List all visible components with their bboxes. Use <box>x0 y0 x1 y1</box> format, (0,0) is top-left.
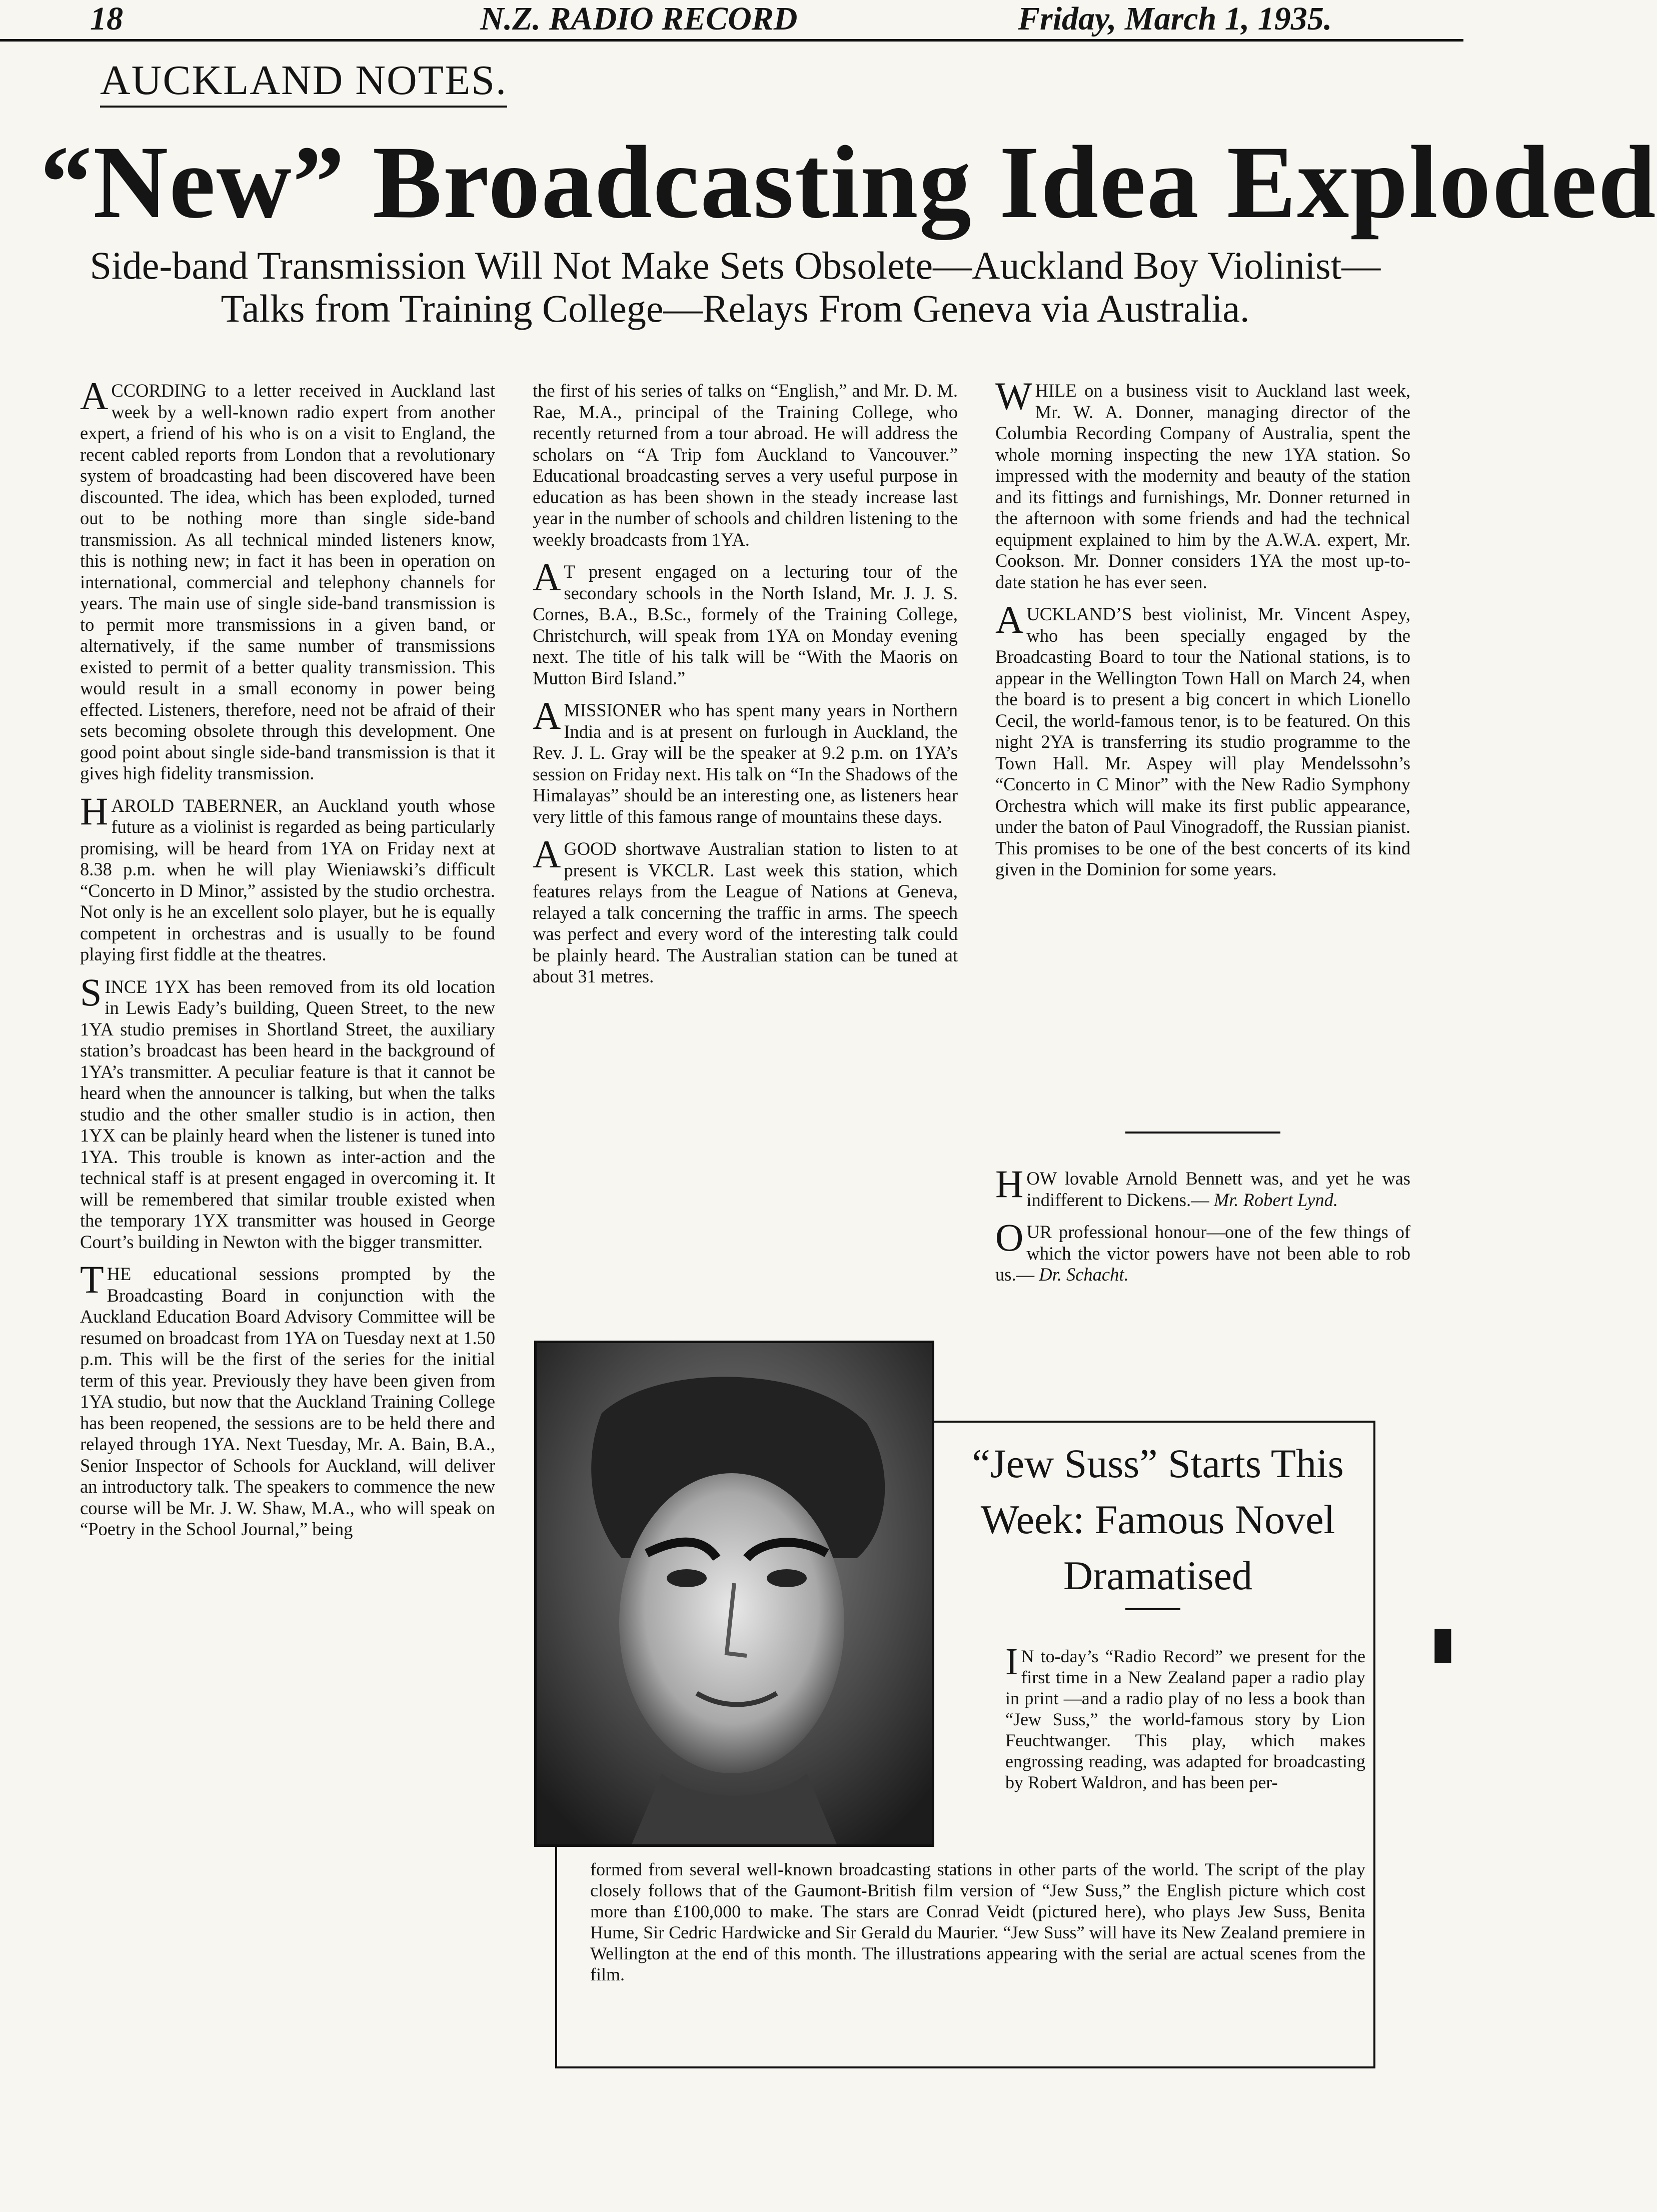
article-paragraph: A MISSIONER who has spent many years in Northern India and is at present on furlough in Auckland, the Rev. J. L. Gray will be the speaker at 9.2 p.m. on 1YA’s session on Friday next. His talk on “In the Shadows of the Himalayas” should be an interesting one, as listeners hear very little of this famous range of mountains these days. <box>533 694 958 827</box>
headline: “New” Broadcasting Idea Exploded <box>40 125 1657 240</box>
drop-cap: A <box>533 555 561 599</box>
header-rule <box>0 39 1463 42</box>
conrad-veidt-photo <box>534 1341 934 1847</box>
feature-continued-text: formed from several well-known broadcasting stations in other parts of the world. The script of the play closely follows that of the Gaumont-British film version of “Jew Suss,” the English picture which cost more than £100,000 to make. The stars are Conrad Veidt (pictured here), who plays Jew Suss, Benita Hume, Sir Cedric Hardwicke and Sir Gerald du Maurier. “Jew Suss” will have its New Zealand premiere in Wellington at the end of this month. The illustrations appearing with the serial are actual scenes from the film. <box>590 1859 1365 1984</box>
article-paragraph: the first of his series of talks on “English,” and Mr. D. M. Rae, M.A., principal of the Training College, who recently returned from a tour abroad. He will address the scholars on “A Trip fom Auckland to Vancouver.” Educational broadcasting serves a very useful purpose in education as has been shown in the steady increase last year in the number of schools and children listening to the weekly broadcasts from 1YA. <box>533 380 958 550</box>
drop-cap: T <box>80 1258 104 1301</box>
quote-attribution: Dr. Schacht. <box>1039 1264 1129 1285</box>
quote-attribution: Mr. Robert Lynd. <box>1213 1189 1338 1210</box>
article-paragraph: THE educational sessions prompted by the Broadcasting Board in conjunction with the Auckland Education Board Advisory Committee will be resumed on broadcast from 1YA on Tuesday next at 1.50 p.m. This will be the first of the series for the initial term of this year. Previously they have been given from 1YA studio, but now that the Auckland Training College has been reopened, the sessions are to be held there and relayed through 1YA. Next Tuesday, Mr. A. Bain, B.A., Senior Inspector of Schools for Auckland, will deliver an introductory talk. The speakers to commence the new course will be Mr. J. W. Shaw, M.A., who will speak on “Poetry in the School Journal,” being <box>80 1258 495 1539</box>
article-paragraph: ACCORDING to a letter received in Auckland last week by a well-known radio expert from another expert, a friend of his who is on a visit to England, the recent cabled reports from London that a revolutionary system of broadcasting had been discovered have been discounted. The idea, which has been exploded, turned out to be nothing more than single side-band transmission. As all technical minded listeners know, this is nothing new; in fact it has been in operation on international, commercial and telephony channels for years. The main use of single side-band transmission is to permit more transmissions in a given band, or alternatively, if the same number of transmissions existed to permit of a better quality transmission. This would result in a small economy in power being effected. Listeners, therefore, need not be afraid of their sets becoming obsolete through this development. One good point about single side-band transmission is that it gives high fidelity transmission. <box>80 374 495 783</box>
drop-cap: S <box>80 970 102 1014</box>
drop-cap: O <box>995 1216 1024 1259</box>
quote-schacht: OUR professional honour—one of the few things of which the victor powers have not been able to rob us.— Dr. Schacht. <box>995 1216 1410 1285</box>
drop-cap: A <box>995 598 1024 641</box>
scan-margin-mark: ▮ <box>1430 1618 1455 1668</box>
subheadline: Side-band Transmission Will Not Make Sets Obsolete—Auckland Boy Violinist—Talks from Training College—Relays From Geneva via Australia. <box>90 244 1381 330</box>
drop-cap: H <box>80 789 109 833</box>
article-paragraph: AUCKLAND’S best violinist, Mr. Vincent Aspey, who has been specially engaged by the Broadcasting Board to tour the National stations, is to appear in the Wellington Town Hall on March 24, when the board is to present a big concert in which Lionello Cecil, the world-famous tenor, is to be featured. On this night 2YA is transferring its studio programme to the Town Hall. Mr. Aspey will play Mendelssohn’s “Concerto in C Minor” with the New Radio Symphony Orchestra which will make its first public appearance, under the baton of Paul Vinogradoff, the Russian pianist. This promises to be one of the best concerts of its kind given in the Dominion for some years. <box>995 598 1410 879</box>
publication-name: N.Z. RADIO RECORD <box>480 1 798 37</box>
drop-cap: A <box>533 694 561 737</box>
drop-cap: W <box>995 374 1032 418</box>
portrait-image <box>537 1343 932 1844</box>
feature-title: “Jew Suss” Starts This Week: Famous Novel Dramatised <box>972 1441 1344 1598</box>
column-3 <box>995 374 1410 891</box>
column-2 <box>533 380 958 998</box>
article-paragraph: A GOOD shortwave Australian station to listen to at present is VKCLR. Last week this station, which features relays from the League of Nations at Geneva, relayed a talk concerning the traffic in arms. The speech was perfect and every word of the interesting talk could be plainly heard. The Australian station can be tuned at about 31 metres. <box>533 832 958 986</box>
drop-cap: A <box>80 374 109 418</box>
issue-date: Friday, March 1, 1935. <box>1018 1 1332 37</box>
drop-cap: I <box>1005 1641 1018 1683</box>
article-paragraph: SINCE 1YX has been removed from its old location in Lewis Eady’s building, Queen Street, to the new 1YA studio premises in Shortland Street, the auxiliary station’s broadcast has been heard in the background of 1YA’s transmitter. A peculiar feature is that it cannot be heard when the announcer is talking, but when the talks studio and the other smaller studio is in action, then 1YX can be plainly heard when the listener is tuned into 1YA. This trouble is known as inter-action and the technical staff is at present engaged in overcoming it. It will be remembered that similar trouble existed when the temporary 1YX transmitter was housed in George Court’s building in Newton with the bigger transmitter. <box>80 970 495 1252</box>
quote-bennett: HOW lovable Arnold Bennett was, and yet he was indifferent to Dickens.— Mr. Robert Lynd. <box>995 1162 1410 1210</box>
article-paragraph: WHILE on a business visit to Auckland last week, Mr. W. A. Donner, managing director of the Columbia Recording Company of Australia, spent the whole morning inspecting the new 1YA station. So impressed with the modernity and beauty of the station and its fittings and furnishings, Mr. Donner returned in the afternoon with some friends and had the technical equipment explained to him by the A.W.A. expert, Mr. Cookson. Mr. Donner considers 1YA the most up-to-date station he has ever seen. <box>995 374 1410 592</box>
column-1 <box>80 374 495 1551</box>
feature-lead-text: I N to-day’s “Radio Record” we present for the first time in a New Zealand paper a radio play in print —and a radio play of no less a book than “Jew Suss,” the world-famous story by Lion Feuchtwanger. This play, which makes engrossing reading, was adapted for broadcasting by Robert Waldron, and has been per- <box>1005 1641 1365 1792</box>
feature-title-rule <box>1125 1608 1180 1610</box>
section-title: AUCKLAND NOTES. <box>100 56 507 108</box>
drop-cap: H <box>995 1162 1024 1206</box>
quote-block <box>995 1162 1410 1297</box>
page-number: 18 <box>90 1 123 37</box>
drop-cap: A <box>533 832 561 876</box>
article-paragraph: A T present engaged on a lecturing tour of the secondary schools in the North Island, Mr. J. J. S. Cornes, B.A., B.Sc., formely of the Training College, Christchurch, will speak from 1YA on Monday evening next. The title of his talk will be “With the Maoris on Mutton Bird Island.” <box>533 555 958 688</box>
column-divider-rule <box>1125 1132 1280 1134</box>
article-paragraph: HAROLD TABERNER, an Auckland youth whose future as a violinist is regarded as being particularly promising, will be heard from 1YA on Friday next at 8.38 p.m. when he will play Wieniawski’s difficult “Concerto in D Minor,” assisted by the studio orchestra. Not only is he an excellent solo player, but he is equally competent in orchestras and is usually to be found playing first fiddle at the theatres. <box>80 789 495 964</box>
